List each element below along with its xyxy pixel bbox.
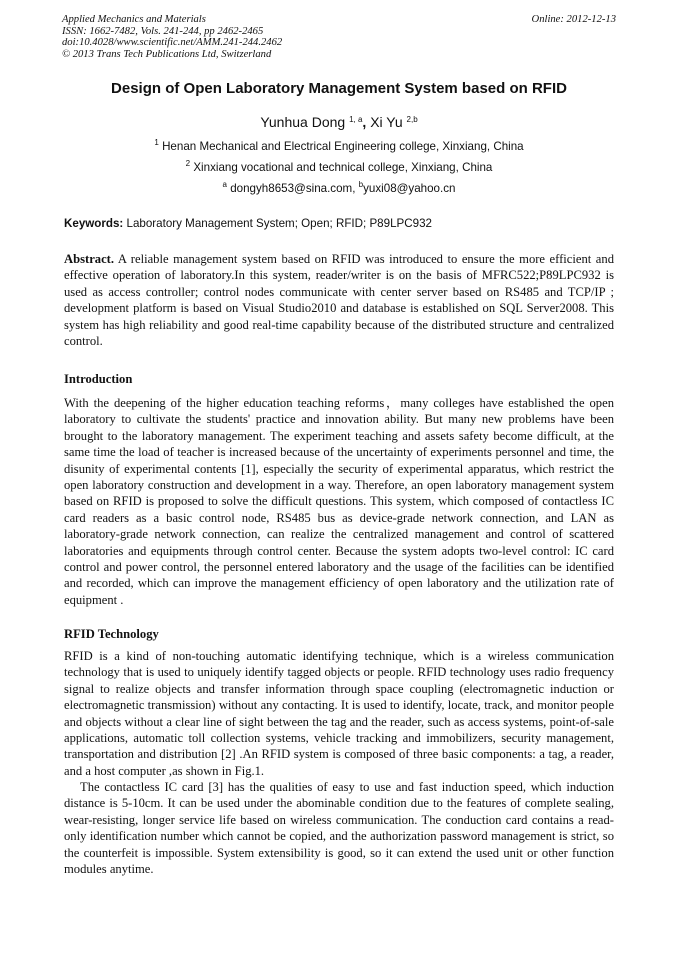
affiliation-1-superscript: 1 [154,138,159,147]
affiliation-1 [0,140,678,153]
email-a: dongyh8653@sina.com, [230,182,356,195]
rfid-heading: RFID Technology [64,627,159,641]
doi-line: doi:10.4028/www.scientific.net/AMM.241-244.2462 [62,37,283,49]
abstract-paragraph [64,251,614,349]
rfid-paragraph-2: The contactless IC card [3] has the qualities of easy to use and fast induction speed, which induction distance is 5-10cm. It can be used under the abominable condition due to the features of complete sealing, wear-resisting, longer service life based on wireless communication. The conduction card contains a read-only identification number which cannot be copied, and the authorization password management is strict, so the counterfeit is impossible. System extensibility is good, so it can extend the used unit or other function modules anytime. [64,780,614,877]
affiliation-1-text: Henan Mechanical and Electrical Engineering college, Xinxiang, China [162,140,524,153]
affiliation-2-superscript: 2 [185,159,191,168]
author-2-name: Xi Yu [370,114,403,130]
journal-name: Applied Mechanics and Materials [62,14,206,25]
introduction-paragraph: With the deepening of the higher education teaching reforms，many colleges have established the open laboratory to cultivate the students' practice and innovation ability. But many new problems have been brought to the laboratory management. The experiment teaching and assets safety become difficult, at the same time the load of teacher is increased because of the uncertainty of experiments personnel and time, the disunity of experimental contents [1], especially the security of experimental apparatus, which restrict the open laboratory construction and development in a way. Therefore, an open laboratory management system based on RFID is proposed to solve the difficult questions. This system, which composed of contactless IC card readers as a basic control node, RS485 bus as device-grade network connection, and LAN as laboratory-grade network connection, can realize the centralized management and control of scattered laboratories and equipments through control center. Because the system adopts two-level control: IC card control and power control, the personnel entered laboratory and the usage of the facilities can be identified and recorded, which can improve the management efficiency of open laboratory and the utilization rate of equipment . [64,396,614,607]
author-1-superscript: 1, a [349,115,363,124]
keywords-text: Laboratory Management System; Open; RFID; P89LPC932 [126,217,432,230]
affiliation-2-text: Xinxiang vocational and technical college, Xinxiang, China [193,161,493,174]
introduction-heading: Introduction [64,372,133,386]
paper-title: Design of Open Laboratory Management System based on RFID [111,80,567,97]
keywords-label: Keywords: [64,217,124,230]
author-line [0,114,678,130]
email-a-superscript: a [222,180,227,189]
email-line [0,182,678,195]
author-2-superscript: 2,b [406,115,418,124]
email-b-superscript: b [358,180,364,189]
rfid-paragraph-1: RFID is a kind of non-touching automatic identifying technique, which is a wireless communication technology that is used to uniquely identify tagged objects or people. RFID technology uses radio frequency signal to realize objects and transfer information through space coupling (electromagnetic induction or electromagnetic transmission) without any contacting. It is used to identify, locate, track, and monitor people and objects without a clear line of sight between the tag and the reader, such as access systems, point-of-sale applications, automatic toll collection systems, vehicle tracking and immobilizers, security management, transportation and distribution [2] .An RFID system is composed of three basic components: a tag, a reader, and a host computer ,as shown in Fig.1. [64,649,614,778]
abstract-text: A reliable management system based on RFID was introduced to ensure the more efficient and effective operation of laboratory.In this system, reader/writer is on the basis of MFRC522;P89LPC932 is used as access controller; control nodes communicate with center server based on RS485 and TCP/IP ; development platform is based on Visual Studio2010 and database is established on SQL Server2008. This system has high reliability and good real-time capability because of the distributed structure and centralized control. [64,252,614,349]
keywords [64,217,432,230]
author-1-name: Yunhua Dong [260,114,346,130]
online-date: Online: 2012-12-13 [531,14,616,25]
issn-line: ISSN: 1662-7482, Vols. 241-244, pp 2462-2465 [62,25,264,37]
author-separator: , [362,114,371,130]
journal-header [62,14,616,60]
email-b: yuxi08@yahoo.cn [363,182,456,195]
affiliation-2 [0,161,678,174]
copyright-line: © 2013 Trans Tech Publications Ltd, Switzerland [62,48,272,60]
abstract-label: Abstract. [64,252,115,266]
